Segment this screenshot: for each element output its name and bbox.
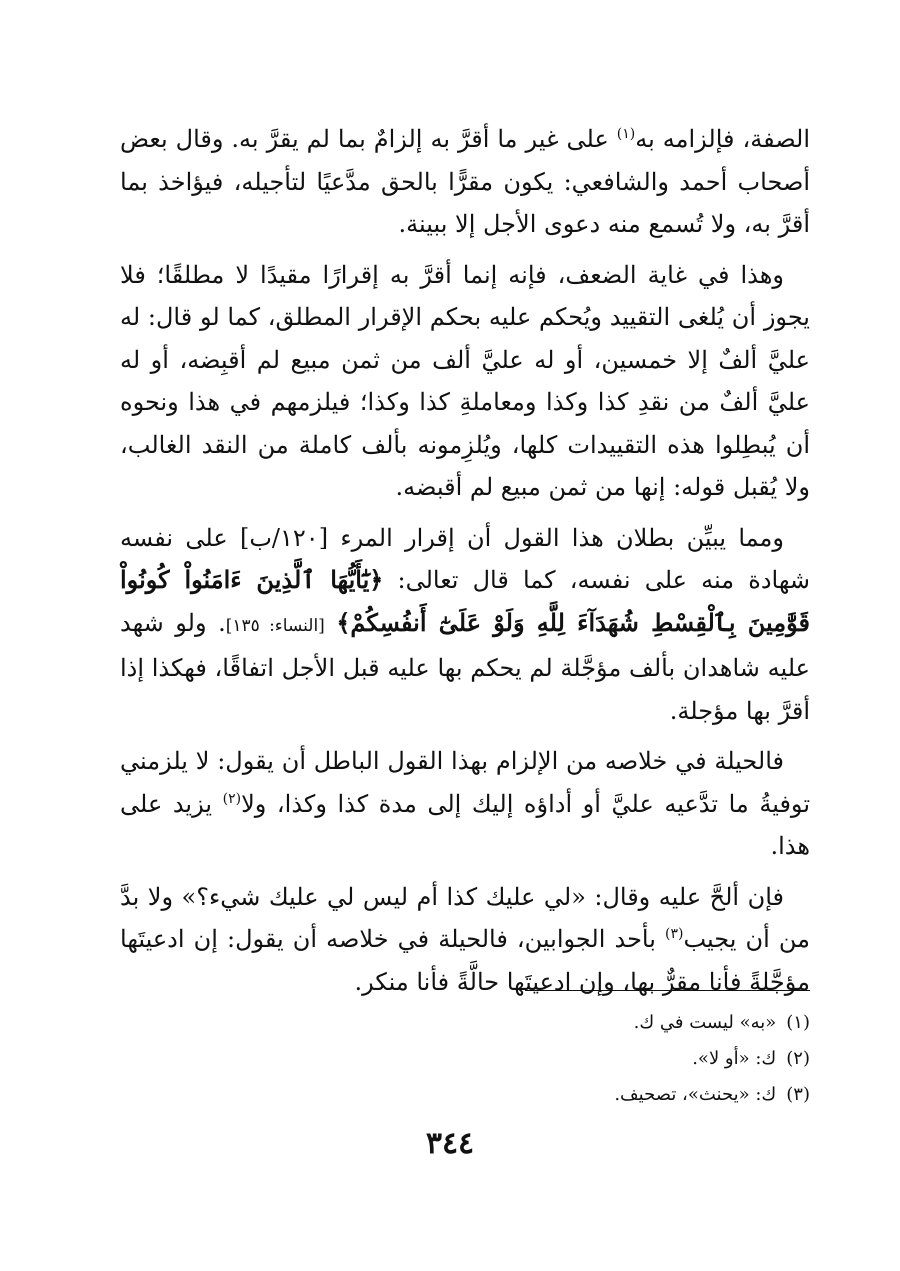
footnote-1 xyxy=(310,1005,810,1041)
footnote-ref-1: (١) xyxy=(616,126,636,142)
footnote-ref-3: (٣) xyxy=(664,926,684,942)
footnote-2-text: ك: «أو لا». xyxy=(692,1048,777,1069)
quran-verse: ﴿يَٰٓأَيُّهَا ٱلَّذِينَ ءَامَنُواْ كُونُواْ قَوَّٰمِينَ بِٱلْقِسْطِ شُهَدَآءَ لِلَّهِ وَلَوْ عَلَىٰٓ أَنفُسِكُمْ﴾ xyxy=(120,565,810,637)
paragraph-5-text-a: فإن ألحَّ عليه وقال: «لي عليك كذا أم ليس لي عليك شيء؟» ولا بدَّ من أن يجيب xyxy=(120,882,811,953)
paragraph-5-text-b: بأحد الجوابين، فالحيلة في خلاصه أن يقول: إن ادعيتَها مؤجَّلةً فأنا مقرٌّ بها، وإن ادعيتَها حالَّةً فأنا منكر. xyxy=(120,925,810,996)
paragraph-3-text-a: ومما يبيِّن بطلان هذا القول أن إقرار المرء [١٢٠/ب] على نفسه شهادة منه على نفسه، كما قال تعالى: xyxy=(120,523,810,594)
verse-reference: [النساء: ١٣٥] xyxy=(225,615,325,636)
page-number: ٣٤٤ xyxy=(425,1126,475,1161)
footnote-1-number: (١) xyxy=(786,1012,810,1033)
footnote-3-text: ك: «يحنث»، تصحيف. xyxy=(614,1084,777,1105)
paragraph-1 xyxy=(120,118,810,246)
paragraph-3 xyxy=(120,517,810,733)
footnote-3-number: (٣) xyxy=(786,1084,810,1105)
paragraph-4-text-b: يزيد على هذا. xyxy=(120,789,810,860)
paragraph-1-text-b: على غير ما أقرَّ به إلزامٌ بما لم يقرَّ به. وقال بعض أصحاب أحمد والشافعي: يكون مقرًّا بالحق مدَّعيًا لتأجيله، فيؤاخذ بما أقرَّ به، ولا تُسمع منه دعوى الأجل إلا ببينة. xyxy=(120,125,810,238)
footnote-2 xyxy=(310,1041,810,1077)
paragraph-3-text-b: . ولو شهد عليه شاهدان بألف مؤجَّلة لم يحكم بها عليه قبل الأجل اتفاقًا، فهكذا إذا أقرَّ بها مؤجلة. xyxy=(120,608,810,725)
footnote-3 xyxy=(310,1077,810,1113)
paragraph-1-text-a: الصفة، فإلزامه به xyxy=(635,125,810,153)
paragraph-3-space xyxy=(325,609,337,637)
paragraph-4 xyxy=(120,740,810,868)
footnote-1-text: «به» ليست في ك. xyxy=(633,1012,777,1033)
paragraph-5 xyxy=(120,876,810,1004)
footnote-ref-2: (٢) xyxy=(222,790,242,807)
footnote-2-number: (٢) xyxy=(786,1048,810,1069)
page-body xyxy=(120,118,810,1011)
paragraph-4-text-a: فالحيلة في خلاصه من الإلزام بهذا القول الباطل أن يقول: لا يلزمني توفيةُ ما تدَّعيه عليَّ أو أداؤه إليك إلى مدة كذا وكذا، ولا xyxy=(120,747,811,818)
paragraph-2: وهذا في غاية الضعف، فإنه إنما أقرَّ به إقرارًا مقيدًا لا مطلقًا؛ فلا يجوز أن يُلغى التقييد ويُحكم عليه بحكم الإقرار المطلق، كما لو قال: له عليَّ ألفٌ إلا خمسين، أو له عليَّ ألف من ثمن مبيع لم أقبِضه، أو له عليَّ ألفٌ من نقدِ كذا وكذا ومعاملةِ كذا وكذا؛ فيلزمهم في هذا ونحوه أن يُبطِلوا هذه التقييدات كلها، ويُلزِمونه بألف كاملة من النقد الغالب، ولا يُقبل قوله: إنها من ثمن مبيع لم أقبضه. xyxy=(120,260,810,501)
footnote-separator xyxy=(525,990,810,991)
footnotes xyxy=(310,1005,810,1113)
